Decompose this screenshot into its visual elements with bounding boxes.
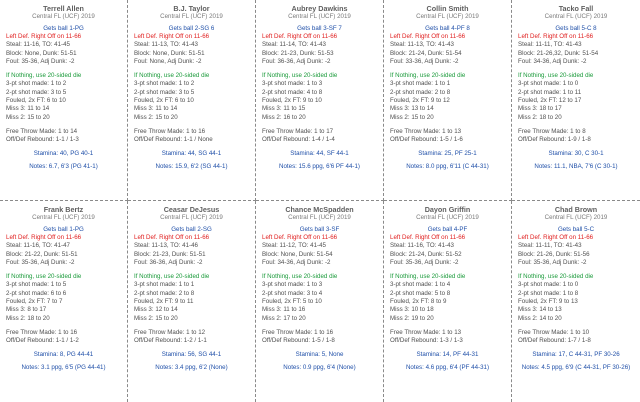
miss3-line: Miss 3: 10 to 18 [390, 306, 434, 314]
notes-line: Notes: 8.0 ppg, 6'11 (C 44-31) [406, 162, 489, 170]
miss2-line: Miss 2: 18 to 20 [6, 314, 50, 322]
notes-line: Notes: 15.6 ppg, 6'6 PF 44-1) [279, 162, 360, 170]
block-line: Block: 21-23, Dunk: 51-51 [134, 250, 206, 258]
free-throw-line: Free Throw Made: 1 to 14 [6, 127, 78, 135]
stamina-line: Stamina: 8, PG 44-41 [33, 350, 94, 358]
stamina-line: Stamina: 44, SG 44-1 [161, 149, 222, 157]
rebound-line: Off/Def Rebound: 1-7 / 1-8 [518, 337, 591, 345]
two-pt-line: 2-pt shot made: 5 to 8 [390, 289, 451, 297]
steal-line: Steal: 11-13, TO: 41-46 [134, 242, 198, 250]
notes-line: Notes: 4.5 ppg, 6'9 (C 44-31, PF 30-26) [521, 363, 631, 371]
player-school: Central FL (UCF) 2019 [288, 13, 351, 20]
steal-line: Steal: 11-13, TO: 41-43 [134, 41, 198, 49]
gets-ball: Gets ball 4-PF 8 [425, 25, 470, 32]
fouled-line: Fouled, 2x FT: 8 to 9 [390, 298, 447, 306]
notes-line: Notes: 6.7, 6'3 (PG 41-1) [29, 162, 98, 170]
player-card [128, 0, 256, 201]
gets-ball: Gets ball 5-C 8 [555, 25, 597, 32]
stamina-line: Stamina: 14, PF 44-31 [416, 350, 479, 358]
foul-line: Foul: 35-36, Adj Dunk: -2 [6, 57, 75, 65]
free-throw-line: Free Throw Made: 1 to 12 [134, 328, 206, 336]
fouled-line: Fouled, 2x FT: 6 to 10 [134, 97, 194, 105]
stamina-line: Stamina: 30, C 30-1 [548, 149, 604, 157]
rebound-line: Off/Def Rebound: 1-1 / 1-2 [6, 337, 79, 345]
steal-line: Steal: 11-16, TO: 41-47 [6, 242, 70, 250]
miss2-line: Miss 2: 16 to 20 [262, 113, 306, 121]
left-def-line: Left Def. Right Off on 11-66 [262, 33, 338, 40]
fouled-line: Fouled, 2x FT: 9 to 10 [262, 97, 322, 105]
steal-line: Steal: 11-16, TO: 41-45 [6, 41, 70, 49]
player-school: Central FL (UCF) 2019 [544, 214, 608, 221]
fouled-line: Fouled, 2x FT: 9 to 12 [390, 97, 450, 105]
die-instruction: If Nothing, use 20-sided die [134, 72, 210, 80]
stamina-line: Stamina: 25, PF 25-1 [418, 149, 477, 157]
free-throw-line: Free Throw Made: 1 to 13 [390, 328, 462, 336]
miss3-line: Miss 3: 11 to 14 [6, 105, 50, 113]
gets-ball: Gets ball 3-SF [299, 226, 340, 233]
rebound-line: Off/Def Rebound: 1-1 / None [134, 136, 213, 144]
free-throw-line: Free Throw Made: 1 to 16 [134, 127, 206, 135]
miss3-line: Miss 3: 11 to 16 [262, 306, 306, 314]
die-instruction: If Nothing, use 20-sided die [518, 273, 594, 281]
player-name: Dayon Griffin [424, 205, 471, 214]
player-school: Central FL (UCF) 2019 [160, 13, 223, 20]
fouled-line: Fouled, 2x FT: 7 to 7 [6, 298, 63, 306]
die-instruction: If Nothing, use 20-sided die [390, 273, 466, 281]
miss3-line: Miss 3: 11 to 14 [134, 105, 178, 113]
fouled-line: Fouled, 2x FT: 9 to 13 [518, 298, 578, 306]
block-line: Block: 21-26, Dunk: 51-56 [518, 250, 590, 258]
player-school: Central FL (UCF) 2019 [288, 214, 351, 221]
miss3-line: Miss 3: 12 to 14 [134, 306, 178, 314]
miss2-line: Miss 2: 15 to 20 [134, 113, 178, 121]
stamina-line: Stamina: 40, PG 40-1 [33, 149, 94, 157]
miss2-line: Miss 2: 15 to 20 [6, 113, 50, 121]
left-def-line: Left Def. Right Off on 11-66 [134, 234, 210, 241]
foul-line: Foul: 34-36, Adj Dunk: -2 [262, 258, 331, 266]
left-def-line: Left Def. Right Off on 11-66 [262, 234, 338, 241]
steal-line: Steal: 11-16, TO: 41-43 [390, 242, 454, 250]
player-school: Central FL (UCF) 2019 [416, 214, 479, 221]
gets-ball: Gets ball 3-SF 7 [297, 25, 342, 32]
foul-line: Foul: 35-36, Adj Dunk: -2 [6, 258, 75, 266]
gets-ball: Gets ball 1-PG [43, 25, 84, 32]
notes-line: Notes: 15.9, 6'2 (SG 44-1) [155, 162, 228, 170]
miss3-line: Miss 3: 13 to 14 [390, 105, 434, 113]
miss3-line: Miss 3: 8 to 17 [6, 306, 47, 314]
miss2-line: Miss 2: 15 to 20 [134, 314, 178, 322]
block-line: Block: 21-22, Dunk: 51-51 [6, 250, 78, 258]
gets-ball: Gets ball 5-C [557, 226, 595, 233]
three-pt-line: 3-pt shot made: 1 to 2 [134, 80, 195, 88]
three-pt-line: 3-pt shot made: 1 to 3 [262, 80, 323, 88]
three-pt-line: 3-pt shot made: 1 to 2 [6, 80, 67, 88]
die-instruction: If Nothing, use 20-sided die [262, 273, 338, 281]
two-pt-line: 2-pt shot made: 1 to 11 [518, 88, 582, 96]
miss2-line: Miss 2: 19 to 20 [390, 314, 434, 322]
player-name: B.J. Taylor [173, 4, 210, 13]
three-pt-line: 3-pt shot made: 1 to 1 [390, 80, 451, 88]
gets-ball: Gets ball 2-SG [171, 226, 212, 233]
notes-line: Notes: 11.1, NBA, 7'6 (C 30-1) [534, 162, 618, 170]
die-instruction: If Nothing, use 20-sided die [262, 72, 338, 80]
miss3-line: Miss 3: 18 to 17 [518, 105, 562, 113]
player-school: Central FL (UCF) 2019 [32, 13, 95, 20]
left-def-line: Left Def. Right Off on 11-66 [6, 33, 82, 40]
notes-line: Notes: 4.6 ppg, 6'4 (PF 44-31) [405, 363, 490, 371]
fouled-line: Fouled, 2x FT: 5 to 10 [262, 298, 322, 306]
player-card [512, 201, 640, 402]
stamina-line: Stamina: 56, SG 44-1 [161, 350, 222, 358]
two-pt-line: 2-pt shot made: 4 to 8 [262, 88, 323, 96]
steal-line: Steal: 11-12, TO: 41-45 [262, 242, 326, 250]
player-card [384, 201, 512, 402]
rebound-line: Off/Def Rebound: 1-5 / 1-6 [390, 136, 463, 144]
foul-line: Foul: 36-36, Adj Dunk: -2 [134, 258, 203, 266]
fouled-line: Fouled, 2x FT: 9 to 11 [134, 298, 194, 306]
rebound-line: Off/Def Rebound: 1-2 / 1-1 [134, 337, 207, 345]
player-card [512, 0, 640, 201]
foul-line: Foul: 34-36, Adj Dunk: -2 [518, 57, 587, 65]
two-pt-line: 2-pt shot made: 3 to 4 [262, 289, 323, 297]
notes-line: Notes: 0.9 ppg, 6'4 (None) [283, 363, 356, 371]
free-throw-line: Free Throw Made: 1 to 17 [262, 127, 334, 135]
two-pt-line: 2-pt shot made: 3 to 5 [134, 88, 195, 96]
left-def-line: Left Def. Right Off on 11-66 [390, 234, 466, 241]
two-pt-line: 2-pt shot made: 2 to 8 [390, 88, 451, 96]
player-name: Terrell Allen [43, 4, 84, 13]
foul-line: Foul: 35-36, Adj Dunk: -2 [390, 258, 459, 266]
two-pt-line: 2-pt shot made: 2 to 8 [134, 289, 195, 297]
miss2-line: Miss 2: 14 to 20 [518, 314, 562, 322]
player-card [0, 0, 128, 201]
left-def-line: Left Def. Right Off on 11-66 [134, 33, 210, 40]
steal-line: Steal: 11-13, TO: 41-43 [390, 41, 454, 49]
gets-ball: Gets ball 2-SG 6 [168, 25, 215, 32]
three-pt-line: 3-pt shot made: 1 to 4 [390, 281, 451, 289]
die-instruction: If Nothing, use 20-sided die [134, 273, 210, 281]
left-def-line: Left Def. Right Off on 11-66 [518, 234, 594, 241]
free-throw-line: Free Throw Made: 1 to 16 [262, 328, 334, 336]
player-name: Chance McSpadden [285, 205, 354, 214]
rebound-line: Off/Def Rebound: 1-9 / 1-8 [518, 136, 591, 144]
player-card [128, 201, 256, 402]
miss3-line: Miss 3: 14 to 13 [518, 306, 562, 314]
miss2-line: Miss 2: 18 to 20 [518, 113, 562, 121]
gets-ball: Gets ball 1-PG [43, 226, 84, 233]
player-name: Ceasar DeJesus [163, 205, 220, 214]
left-def-line: Left Def. Right Off on 11-66 [390, 33, 466, 40]
foul-line: Foul: 35-36, Adj Dunk: -2 [518, 258, 587, 266]
stamina-line: Stamina: 44, SF 44-1 [290, 149, 349, 157]
gets-ball: Gets ball 4-PF [427, 226, 468, 233]
rebound-line: Off/Def Rebound: 1-5 / 1-8 [262, 337, 335, 345]
player-card [256, 201, 384, 402]
three-pt-line: 3-pt shot made: 1 to 5 [6, 281, 67, 289]
left-def-line: Left Def. Right Off on 11-66 [6, 234, 82, 241]
stamina-line: Stamina: 17, C 44-31, PF 30-26 [532, 350, 620, 358]
steal-line: Steal: 11-11, TO: 41-43 [518, 242, 582, 250]
two-pt-line: 2-pt shot made: 1 to 8 [518, 289, 579, 297]
foul-line: Foul: 33-36, Adj Dunk: -2 [390, 57, 459, 65]
free-throw-line: Free Throw Made: 1 to 13 [390, 127, 462, 135]
player-name: Tacko Fall [558, 4, 594, 13]
block-line: Block: None, Dunk: 51-51 [134, 49, 205, 57]
two-pt-line: 2-pt shot made: 3 to 5 [6, 88, 67, 96]
free-throw-line: Free Throw Made: 1 to 16 [6, 328, 78, 336]
player-card [256, 0, 384, 201]
die-instruction: If Nothing, use 20-sided die [6, 273, 82, 281]
die-instruction: If Nothing, use 20-sided die [518, 72, 594, 80]
left-def-line: Left Def. Right Off on 11-66 [518, 33, 594, 40]
player-name: Collin Smith [426, 4, 469, 13]
miss2-line: Miss 2: 15 to 20 [390, 113, 434, 121]
three-pt-line: 3-pt shot made: 1 to 1 [134, 281, 195, 289]
miss3-line: Miss 3: 11 to 15 [262, 105, 306, 113]
fouled-line: Fouled, 2x FT: 12 to 17 [518, 97, 582, 105]
notes-line: Notes: 3.1 ppg, 6'5 (PG 44-41) [21, 363, 106, 371]
miss2-line: Miss 2: 17 to 20 [262, 314, 306, 322]
player-card [384, 0, 512, 201]
player-name: Aubrey Dawkins [291, 4, 348, 13]
three-pt-line: 3-pt shot made: 1 to 0 [518, 80, 579, 88]
die-instruction: If Nothing, use 20-sided die [6, 72, 82, 80]
block-line: Block: 21-24, Dunk: 51-52 [390, 250, 462, 258]
free-throw-line: Free Throw Made: 1 to 8 [518, 127, 586, 135]
block-line: Block: None, Dunk: 51-51 [6, 49, 77, 57]
player-school: Central FL (UCF) 2019 [32, 214, 95, 221]
two-pt-line: 2-pt shot made: 6 to 6 [6, 289, 67, 297]
stamina-line: Stamina: 5, None [295, 350, 344, 358]
block-line: Block: None, Dunk: 51-54 [262, 250, 333, 258]
player-school: Central FL (UCF) 2019 [416, 13, 479, 20]
steal-line: Steal: 11-11, TO: 41-43 [518, 41, 582, 49]
block-line: Block: 21-26,32, Dunk: 51-54 [518, 49, 599, 57]
fouled-line: Fouled, 2x FT: 6 to 10 [6, 97, 66, 105]
foul-line: Foul: 36-36, Adj Dunk: -2 [262, 57, 331, 65]
foul-line: Foul: None, Adj Dunk: -2 [134, 57, 202, 65]
player-card [0, 201, 128, 402]
player-school: Central FL (UCF) 2019 [544, 13, 608, 20]
three-pt-line: 3-pt shot made: 1 to 0 [518, 281, 579, 289]
player-school: Central FL (UCF) 2019 [160, 214, 223, 221]
rebound-line: Off/Def Rebound: 1-4 / 1-4 [262, 136, 335, 144]
die-instruction: If Nothing, use 20-sided die [390, 72, 466, 80]
player-name: Chad Brown [554, 205, 598, 214]
free-throw-line: Free Throw Made: 1 to 10 [518, 328, 590, 336]
rebound-line: Off/Def Rebound: 1-3 / 1-3 [390, 337, 463, 345]
block-line: Block: 21-24, Dunk: 51-54 [390, 49, 462, 57]
rebound-line: Off/Def Rebound: 1-1 / 1-3 [6, 136, 79, 144]
three-pt-line: 3-pt shot made: 1 to 3 [262, 281, 323, 289]
steal-line: Steal: 11-14, TO: 41-43 [262, 41, 326, 49]
player-name: Frank Bertz [43, 205, 84, 214]
block-line: Block: 21-23, Dunk: 51-53 [262, 49, 334, 57]
notes-line: Notes: 3.4 ppg, 6'2 (None) [155, 363, 228, 371]
